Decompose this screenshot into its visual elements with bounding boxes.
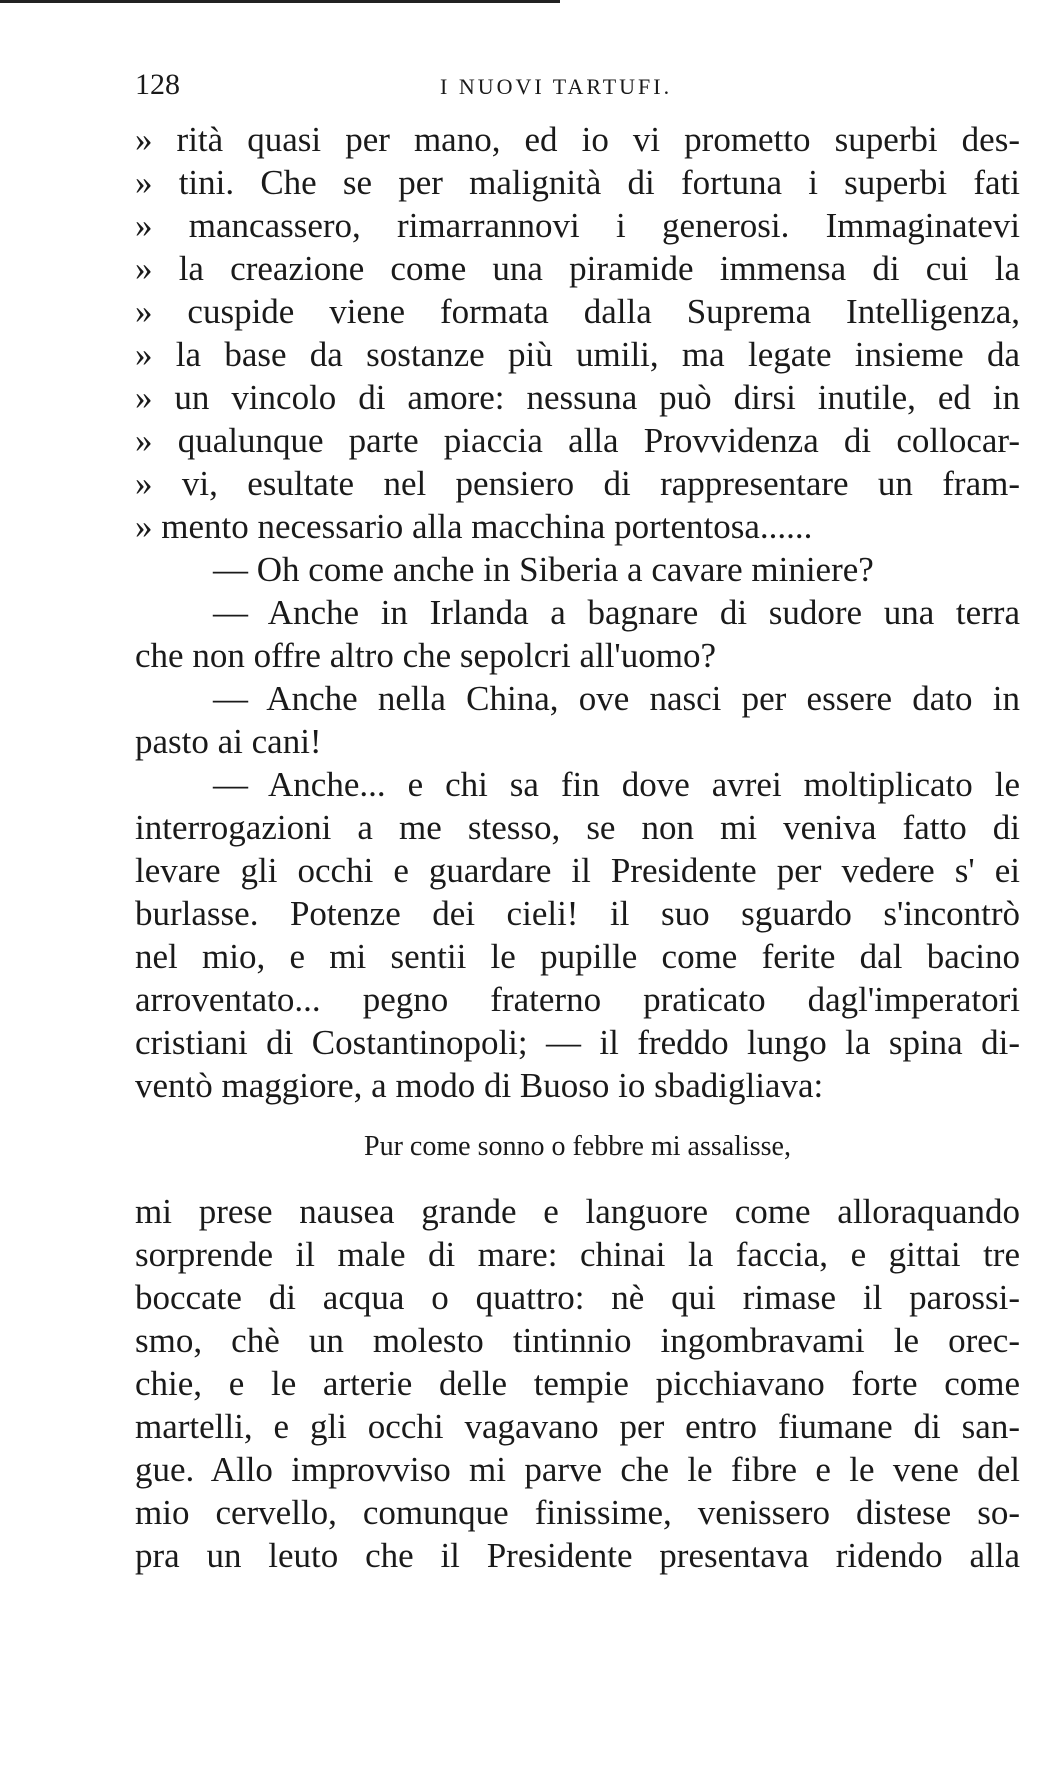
text-line: » rità quasi per mano, ed io vi prometto superbi des- — [135, 120, 1020, 159]
text-line: interrogazioni a me stesso, se non mi veniva fatto di — [135, 808, 1020, 847]
verse-quote: Pur come sonno o febbre mi assalisse, — [364, 1131, 791, 1162]
text-line: gue. Allo improvviso mi parve che le fibre e le vene del — [135, 1450, 1020, 1489]
text-line: » vi, esultate nel pensiero di rappresentare un fram- — [135, 464, 1020, 503]
paragraph-block-after-quote — [135, 1190, 1020, 1577]
text-line: — Anche... e chi sa fin dove avrei moltiplicato le — [213, 765, 1020, 804]
text-line: » tini. Che se per malignità di fortuna i superbi fati — [135, 163, 1020, 202]
text-line: — Anche in Irlanda a bagnare di sudore una terra — [213, 593, 1020, 632]
text-line: burlasse. Potenze dei cieli! il suo sguardo s'incontrò — [135, 894, 1020, 933]
text-line: » qualunque parte piaccia alla Provvidenza di collocar- — [135, 421, 1020, 460]
text-line: mio cervello, comunque finissime, venissero distese so- — [135, 1493, 1020, 1532]
text-line: » un vincolo di amore: nessuna può dirsi inutile, ed in — [135, 378, 1020, 417]
text-line: nel mio, e mi sentii le pupille come ferite dal bacino — [135, 937, 1020, 976]
text-line: smo, chè un molesto tintinnio ingombravami le orec- — [135, 1321, 1020, 1360]
text-line: levare gli occhi e guardare il Presidente per vedere s' ei — [135, 851, 1020, 890]
text-line: cristiani di Costantinopoli; — il freddo lungo la spina di- — [135, 1023, 1020, 1062]
text-line: » cuspide viene formata dalla Suprema Intelligenza, — [135, 292, 1020, 331]
text-line: mi prese nausea grande e languore come alloraquando — [135, 1192, 1020, 1231]
text-line: chie, e le arterie delle tempie picchiavano forte come — [135, 1364, 1020, 1403]
text-line: ventò maggiore, a modo di Buoso io sbadigliava: — [135, 1066, 824, 1105]
paragraph-block-before-quote — [135, 118, 1020, 1107]
text-line: — Oh come anche in Siberia a cavare miniere? — [213, 550, 874, 589]
body-text — [135, 118, 1020, 1577]
text-line: pra un leuto che il Presidente presentava ridendo alla — [135, 1536, 1020, 1575]
page-number: 128 — [135, 68, 180, 101]
text-line: » la creazione come una piramide immensa di cui la — [135, 249, 1020, 288]
text-line: arroventato... pegno fraterno praticato dagl'imperatori — [135, 980, 1020, 1019]
text-line: » mancassero, rimarrannovi i generosi. Immaginatevi — [135, 206, 1020, 245]
text-line: — Anche nella China, ove nasci per essere dato in — [213, 679, 1020, 718]
text-line: pasto ai cani! — [135, 722, 322, 761]
text-line: che non offre altro che sepolcri all'uomo? — [135, 636, 716, 675]
page-header — [135, 68, 955, 112]
text-line: sorprende il male di mare: chinai la faccia, e gittai tre — [135, 1235, 1020, 1274]
text-line: martelli, e gli occhi vagavano per entro fiumane di san- — [135, 1407, 1020, 1446]
text-line: » la base da sostanze più umili, ma legate insieme da — [135, 335, 1020, 374]
text-line: boccate di acqua o quattro: nè qui rimase il parossi- — [135, 1278, 1020, 1317]
top-border-rule — [0, 0, 560, 3]
running-title: I NUOVI TARTUFI. — [440, 74, 673, 99]
text-line: » mento necessario alla macchina portentosa...... — [135, 507, 813, 546]
